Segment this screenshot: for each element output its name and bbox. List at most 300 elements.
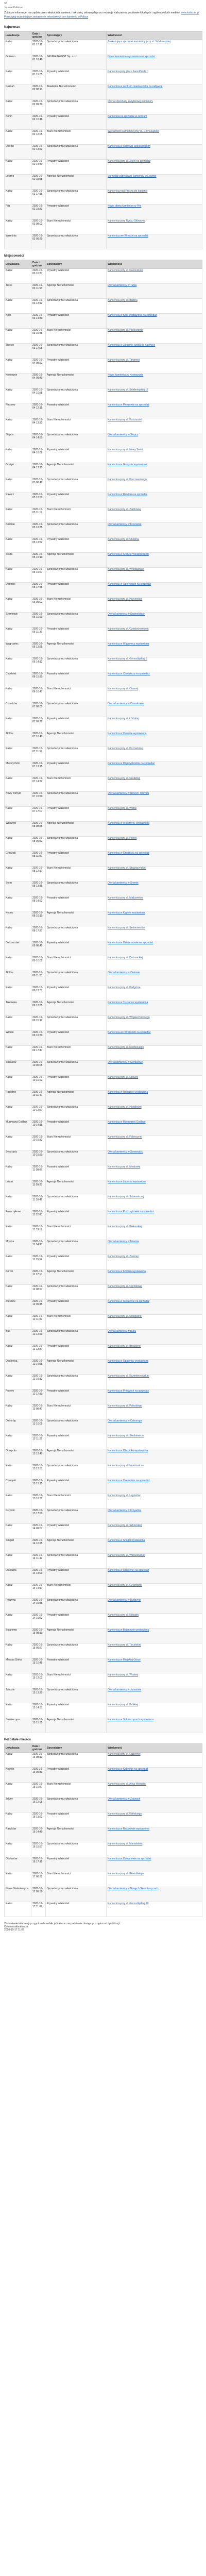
cell-date: 2020-10-08 09:42 xyxy=(31,837,46,852)
column-header-date: Data i godzina xyxy=(31,1744,46,1753)
cell-location: Kalisz xyxy=(5,269,31,284)
cell-date: 2020-10-14 11:42 xyxy=(31,1554,46,1569)
cell-date: 2020-10-16 12:05 xyxy=(31,1798,46,1812)
cell-location: Kalisz xyxy=(5,1643,31,1658)
cell-news-link[interactable]: Kamienica w Kole wystawiona na sprzedaż xyxy=(107,314,202,329)
cell-seller: Prywatny właściciel xyxy=(46,762,107,777)
table-row xyxy=(5,568,202,583)
cell-seller: Prywatny właściciel xyxy=(46,1076,107,1091)
cell-location: Rawicz xyxy=(5,493,31,508)
cell-location: Swarzędz xyxy=(5,1150,31,1165)
cell-date: 2020-10-15 15:55 xyxy=(31,1718,46,1733)
table-row xyxy=(5,1285,202,1300)
cell-seller: Prywatny właściciel xyxy=(46,628,107,642)
cell-news-link[interactable]: Kamienica przy ul. Lipowej xyxy=(107,1076,202,1091)
cell-date: 2020-10-09 08:45 xyxy=(31,941,46,956)
cell-news-link[interactable]: Oferta kamienicy w Nowych Skalmierzycach xyxy=(107,1887,202,1902)
cell-date: 2020-10-14 09:07 xyxy=(31,1524,46,1539)
cell-news-link[interactable]: Oferta kamienicy w Słupcy xyxy=(107,433,202,448)
cell-news-link[interactable]: Kamienica przy ul. Widok xyxy=(107,807,202,822)
cell-location: Kalisz xyxy=(5,359,31,374)
cell-location: Kalisz xyxy=(5,1076,31,1091)
cell-news-link[interactable]: Kamienica przy ul. Górnośląskiej 20 xyxy=(107,1902,202,1917)
cell-news-link[interactable]: Kamienica w Kępnie wystawiona xyxy=(107,911,202,926)
cell-news-link[interactable]: Kamienica przy ul. Górnośląskiej 5 xyxy=(107,657,202,672)
cell-location: Środa xyxy=(5,553,31,568)
cell-news-link[interactable]: Oferta kamienicy w Mosinie xyxy=(107,1240,202,1255)
cell-news-link[interactable]: Nowa oferta kamienicy w Pile xyxy=(107,205,202,219)
cell-news-link[interactable]: Kamienica w Sulmierzycach wystawiona xyxy=(107,1718,202,1733)
cell-news-link[interactable]: Kamienica przy ul. Mostowej xyxy=(107,1165,202,1180)
cell-seller: Agencja Nieruchomości xyxy=(46,1718,107,1733)
cell-location: Kalisz xyxy=(5,867,31,882)
cell-seller: Prywatny właściciel xyxy=(46,1255,107,1270)
cell-news-link[interactable]: Kamienica w Wolsztynie wystawiona xyxy=(107,822,202,837)
cell-news-link[interactable]: Oferta kamienicy w Kościanie xyxy=(107,523,202,538)
cell-news-link[interactable]: Kamienica w centrum miasta czeka na nabywcę xyxy=(107,85,202,100)
cell-date: 2020-10-07 15:50 xyxy=(31,792,46,807)
cell-location: Kalisz xyxy=(5,219,31,234)
cell-news-link[interactable]: Oferta kamienicy w Turku xyxy=(107,284,202,299)
cell-date: 2020-10-07 09:22 xyxy=(31,717,46,732)
cell-seller: Prywatny właściciel xyxy=(46,1902,107,1917)
cell-location: Kalisz xyxy=(5,1315,31,1330)
cell-news-link[interactable]: Kamienica przy ul. Podgórze xyxy=(107,986,202,1001)
cell-news-link[interactable]: Kamienica przy ul. Babina xyxy=(107,299,202,314)
cell-news-link[interactable]: Kamienica przy ul. Parczewskiego xyxy=(107,478,202,493)
cell-news-link[interactable]: Kamienica w Jarocinie czeka na nabywcę xyxy=(107,344,202,359)
table-row xyxy=(5,837,202,852)
cell-date: 2020-10-10 14:15 xyxy=(31,1121,46,1136)
cell-date: 2020-10-12 17:30 xyxy=(31,1389,46,1404)
cell-news-link[interactable]: Kamienica przy ul. Wodnej xyxy=(107,1673,202,1688)
cell-date: 2020-10-10 15:32 xyxy=(31,1136,46,1150)
cell-date: 2020-10-09 17:47 xyxy=(31,1046,46,1061)
cell-news-link[interactable]: Kamienica przy ul. Kordeckiego xyxy=(107,1046,202,1061)
source-link[interactable]: www.kaliszan.pl xyxy=(181,11,199,14)
cell-date: 2020-10-06 09:02 xyxy=(31,598,46,613)
cell-news-link[interactable]: Kamienica przy ul. Serbinowskiej xyxy=(107,926,202,941)
cell-news-link[interactable]: Kamienica przy ul. Złotej na sprzedaż xyxy=(107,160,202,175)
table-row xyxy=(5,1872,202,1887)
cell-news-link[interactable]: Kamienica w Luboniu wystawiona xyxy=(107,1180,202,1195)
cell-news-link[interactable]: Kamienica w Opalenicy wystawiona xyxy=(107,1360,202,1375)
cell-news-link[interactable]: Oferta kamienicy w Jutrosinie xyxy=(107,1688,202,1703)
cell-seller: Prywatny właściciel xyxy=(46,717,107,732)
cell-seller: Sprzedaż przez właściciela xyxy=(46,1798,107,1812)
cell-location: Kalisz xyxy=(5,1195,31,1210)
cell-location: Grodzisk xyxy=(5,852,31,867)
cell-news-link[interactable]: Kamienica w Wągrowcu wystawiona xyxy=(107,642,202,657)
cell-date: 2020-10-06 10:20 xyxy=(31,613,46,628)
cell-seller: Agencja Nieruchomości xyxy=(46,1539,107,1554)
cell-news-link[interactable]: Kamienica w Obornikach na sprzedaż xyxy=(107,583,202,598)
cell-news-link[interactable]: Nowa kamienica wystawiona na sprzedaż xyxy=(107,55,202,70)
cell-news-link[interactable]: Kamienica przy ul. Targowej xyxy=(107,359,202,374)
cell-location: Kalisz xyxy=(5,926,31,941)
cell-news-link[interactable]: Kamienica przy ul. Poznańskiej xyxy=(107,747,202,762)
table-row xyxy=(5,792,202,807)
cell-news-link[interactable]: Kamienica przy ul. Śródmiejskiej 12 xyxy=(107,388,202,403)
table-row xyxy=(5,941,202,956)
cell-news-link[interactable]: Kamienica przy ul. Zamkowej xyxy=(107,508,202,523)
cell-date: 2020-10-03 11:55 xyxy=(31,284,46,299)
cell-location: Luboń xyxy=(5,1180,31,1195)
cell-location: Nowy Tomyśl xyxy=(5,792,31,807)
cell-news-link[interactable]: Kamienica przy ul. Browarnej xyxy=(107,1345,202,1360)
cell-location: Śrem xyxy=(5,882,31,896)
table-row xyxy=(5,70,202,85)
cell-news-link[interactable]: Oferta kamienicy w Sierakowie xyxy=(107,1061,202,1076)
cell-location: Sulmierzyce xyxy=(5,1718,31,1733)
cell-news-link[interactable]: Oferta kamienicy w Czarnkowie xyxy=(107,702,202,717)
footer-line-2: Ostatnia aktualizacja: xyxy=(4,1925,29,1928)
table-row xyxy=(5,478,202,493)
cell-news-link[interactable]: Kamienica przy ul. Nowy Świat xyxy=(107,448,202,463)
cell-date: 2020-10-08 11:00 xyxy=(31,852,46,867)
cell-news-link[interactable]: Kamienica przy ul. Warszawskiej xyxy=(107,1554,202,1569)
cell-news-link[interactable]: Kamienica w Murowanej Goślinie xyxy=(107,1121,202,1136)
table-row xyxy=(5,523,202,538)
cell-news-link[interactable]: Kamienica przy ul. Ogrodowej xyxy=(107,1285,202,1300)
cell-news-link[interactable]: Kamienica w Kórniku wystawiona xyxy=(107,1270,202,1285)
cell-location: Złotów xyxy=(5,971,31,986)
cell-location: Krotoszyn xyxy=(5,374,31,388)
cell-date: 2020-10-12 08:27 xyxy=(31,1285,46,1300)
cell-news-link[interactable]: Kamienica przy ul. Fabrycznej xyxy=(107,1136,202,1150)
cell-seller: Agencja Nieruchomości xyxy=(46,1001,107,1016)
cell-news-link[interactable]: Kamienica przy ul. Harcerskiej xyxy=(107,598,202,613)
cell-news-link[interactable]: Oferta kamienicy w Rydzynie xyxy=(107,1599,202,1614)
cell-seller: Sprzedaż przez właściciela xyxy=(46,1240,107,1255)
cell-location: Międzychód xyxy=(5,762,31,777)
cell-location: Murowana Goślina xyxy=(5,1121,31,1136)
cell-date: 2020-10-06 12:55 xyxy=(31,642,46,657)
cell-news-link[interactable]: Oferta kamienicy w Swarzędzu xyxy=(107,1150,202,1165)
cell-news-link[interactable]: Oferta kamienicy w Złotowie xyxy=(107,971,202,986)
cell-news-link[interactable]: Nowa kamienica w Krotoszynie xyxy=(107,374,202,388)
cell-news-link[interactable]: Kamienica w Złotowie wystawiona xyxy=(107,732,202,747)
cell-news-link[interactable]: Kamienica przy ul. Szklarskiej xyxy=(107,1524,202,1539)
cell-news-link[interactable]: Kamienica we Wronkach na sprzedaż xyxy=(107,1031,202,1046)
cell-location: Kalisz xyxy=(5,687,31,702)
cell-seller: Prywatny właściciel xyxy=(46,1569,107,1584)
cell-news-link[interactable]: Kamienica przy ul. Piłsudskiego xyxy=(107,1872,202,1887)
cell-location: Kalisz xyxy=(5,807,31,822)
cell-news-link[interactable]: Kamienica przy ul. Dobrzeckiej xyxy=(107,956,202,971)
cell-date: 2020-10-02 15:58 xyxy=(31,175,46,190)
section-title-second: Miejscowości xyxy=(4,255,24,258)
cell-seller: Sprzedaż przez właściciela xyxy=(46,388,107,403)
cell-news-link[interactable]: Kamienica w Kobylinie na sprzedaż xyxy=(107,1768,202,1783)
cell-news-link[interactable]: Kamienica przy ul. Sukienniczej xyxy=(107,1195,202,1210)
cell-seller: Prywatny właściciel xyxy=(46,1614,107,1629)
table-row xyxy=(5,115,202,130)
cell-date: 2020-10-07 14:32 xyxy=(31,777,46,792)
cell-date: 2020-10-02 18:33 xyxy=(31,205,46,219)
cell-location: Bojanowo xyxy=(5,1629,31,1643)
table-row xyxy=(5,717,202,732)
cell-news-link[interactable]: Kamienica w Chodzieży na sprzedaż xyxy=(107,672,202,687)
cell-news-link[interactable]: Kamienica przy ul. Kanonickiej xyxy=(107,269,202,284)
cell-news-link[interactable]: Kamienica w Odolanowie na sprzedaż xyxy=(107,1857,202,1872)
cell-news-link[interactable]: Oferta kamienicy w Krzywiniu xyxy=(107,1509,202,1524)
cell-news-link[interactable]: Kamienica w Międzychodzie na sprzedaż xyxy=(107,762,202,777)
cell-location: Kalisz xyxy=(5,1285,31,1300)
cell-news-link[interactable]: Kamienica na sprzedaż w centrum xyxy=(107,115,202,130)
cell-seller: Sprzedaż przez właściciela xyxy=(46,1061,107,1076)
cell-date: 2020-10-09 10:02 xyxy=(31,956,46,971)
cell-seller: Biuro Nieruchomości xyxy=(46,1783,107,1798)
cell-seller: Sprzedaż przez właściciela xyxy=(46,1509,107,1524)
cell-location: Osieczna xyxy=(5,1569,31,1584)
cell-location: Kalisz xyxy=(5,1902,31,1917)
cell-news-link[interactable]: Kamienica przy ul. Kolegialnej xyxy=(107,1315,202,1330)
cell-news-link[interactable]: Kamienica w Grodzisku na sprzedaż xyxy=(107,852,202,867)
cell-location: Oborniki xyxy=(5,583,31,598)
table-row xyxy=(5,1753,202,1768)
cell-location: Gostyń xyxy=(5,463,31,478)
cell-location: Leszno xyxy=(5,175,31,190)
table-row xyxy=(5,1016,202,1031)
cell-news-link[interactable]: Kamienica w Miejskiej Górce xyxy=(107,1658,202,1673)
cell-news-link[interactable]: Kamienica w Stęszewie na sprzedaż xyxy=(107,1300,202,1315)
cell-seller: Sprzedaż przez właściciela xyxy=(46,1330,107,1345)
cell-seller: Sprzedaż przez właściciela xyxy=(46,1016,107,1031)
table-row xyxy=(5,1524,202,1539)
cell-date: 2020-10-04 14:50 xyxy=(31,433,46,448)
table-row xyxy=(5,314,202,329)
cell-news-link[interactable]: Kamienica w Rawiczu na sprzedaż xyxy=(107,493,202,508)
cell-news-link[interactable]: Kamienica przy ul. Kazimierzowskiej xyxy=(107,1375,202,1389)
cell-seller: Biuro Nieruchomości xyxy=(46,508,107,523)
cell-location: Kalisz xyxy=(5,896,31,911)
cell-news-link[interactable]: Kamienica przy ul. Kilińskiego xyxy=(107,1812,202,1827)
cell-date: 2020-10-13 13:57 xyxy=(31,1464,46,1479)
cell-date: 2020-10-10 11:40 xyxy=(31,1091,46,1106)
cell-date: 2020-10-08 14:52 xyxy=(31,896,46,911)
cell-seller: Prywatny właściciel xyxy=(46,1768,107,1783)
cell-news-link[interactable]: Oferta kamienicy w Buku xyxy=(107,1330,202,1345)
cell-news-link[interactable]: Kamienica przy ul. Pułaskiego xyxy=(107,1404,202,1419)
cell-news-link[interactable]: Kamienica przy ul. Mariańskiej xyxy=(107,1842,202,1857)
table-row xyxy=(5,1673,202,1688)
cell-news-link[interactable]: Kamienica przy ul. Polnej xyxy=(107,837,202,852)
table-body-first xyxy=(5,40,202,249)
cell-seller: Biuro Nieruchomości xyxy=(46,1584,107,1599)
cell-news-link[interactable]: Kamienica przy ul. Łaziennej xyxy=(107,1753,202,1768)
cell-seller: Biuro Nieruchomości xyxy=(46,418,107,433)
cell-seller: Prywatny właściciel xyxy=(46,1389,107,1404)
cell-news-link[interactable]: Kamienica w Raszkowie wystawiona xyxy=(107,1827,202,1842)
cell-news-link[interactable]: Kamienica przy ul. Stawiszyńskiej xyxy=(107,867,202,882)
cell-seller: Prywatny właściciel xyxy=(46,1165,107,1180)
cell-location: Kalisz xyxy=(5,1812,31,1827)
cell-news-link[interactable]: Kamienica w Osiecznej na sprzedaż xyxy=(107,1569,202,1584)
cell-seller: Sprzedaż przez właściciela xyxy=(46,344,107,359)
cell-location: Kalisz xyxy=(5,568,31,583)
table-row xyxy=(5,882,202,896)
cell-news-link[interactable]: Kamienica przy ul. Piekarskiej xyxy=(107,1225,202,1240)
cell-seller: Prywatny właściciel xyxy=(46,1434,107,1449)
cell-location: Konin xyxy=(5,115,31,130)
cell-location: Miejska Górka xyxy=(5,1658,31,1673)
cell-seller: Agencja Nieruchomości xyxy=(46,911,107,926)
cell-seller: Prywatny właściciel xyxy=(46,1479,107,1494)
cell-news-link[interactable]: Kamienica w Ostrowie Wielkopolskim xyxy=(107,145,202,160)
cell-news-link[interactable]: Kamienica przy ul. Aleja Wolności xyxy=(107,1783,202,1798)
cell-news-link[interactable]: Kamienica przy ul. Majkowskiej xyxy=(107,896,202,911)
table-row xyxy=(5,219,202,234)
cell-news-link[interactable]: Kamienica w Środzie Wielkopolskiej xyxy=(107,553,202,568)
cell-date: 2020-10-04 12:15 xyxy=(31,403,46,418)
cell-location: Ostrzeszów xyxy=(5,941,31,956)
table-row xyxy=(5,1902,202,1917)
cell-location: Kalisz xyxy=(5,160,31,175)
cell-news-link[interactable]: Oferta sprzedaży zabytkowej kamienicy xyxy=(107,100,202,115)
cell-date: 2020-10-11 12:00 xyxy=(31,1210,46,1225)
cell-seller: Prywatny właściciel xyxy=(46,1703,107,1718)
table-row xyxy=(5,628,202,642)
table-row xyxy=(5,1419,202,1434)
cell-seller: Sprzedaż przez właściciela xyxy=(46,1554,107,1569)
cell-date: 2020-10-06 11:37 xyxy=(31,628,46,642)
cell-date: 2020-10-06 16:47 xyxy=(31,687,46,702)
cell-news-link[interactable]: Kamienica w Trzciance wystawiona xyxy=(107,1001,202,1016)
cell-news-link[interactable]: Kamienica przy ul. Krótkiej xyxy=(107,1703,202,1718)
cell-date: 2020-10-12 11:02 xyxy=(31,1315,46,1330)
cell-news-link[interactable]: Kamienica przy ul. Łódzkiej xyxy=(107,717,202,732)
table-row xyxy=(5,926,202,941)
table-row xyxy=(5,1857,202,1872)
cell-date: 2020-10-08 08:25 xyxy=(31,822,46,837)
cell-news-link[interactable]: Kamienica w Obrzycku wystawiona xyxy=(107,1449,202,1464)
cell-news-link[interactable]: Kamienica w Pleszewie na sprzedaż xyxy=(107,403,202,418)
cell-location: Zduny xyxy=(5,1798,31,1812)
cell-news-link[interactable]: Kamienica przy placu Jana Pawła II xyxy=(107,70,202,85)
cell-seller: Sprzedaż przez właściciela xyxy=(46,657,107,672)
cell-news-link[interactable]: Kamienica przy ul. Toruńskiej xyxy=(107,1643,202,1658)
cell-news-link[interactable]: Kamienica w Puszczykowie na sprzedaż xyxy=(107,1210,202,1225)
table-row xyxy=(5,344,202,359)
cell-news-link[interactable]: Kamienica nad Prosną do kupienia xyxy=(107,190,202,205)
cell-news-link[interactable]: Kamienica w Gostyniu wystawiona xyxy=(107,463,202,478)
cell-news-link[interactable]: Oferta kamienicy w Śremie xyxy=(107,882,202,896)
column-header-date: Data i godzina xyxy=(31,260,46,269)
cell-date: 2020-10-05 08:42 xyxy=(31,478,46,493)
cell-seller: Agencja Nieruchomości xyxy=(46,732,107,747)
cell-news-link[interactable]: Kamienica przy ul. Zielonej xyxy=(107,1255,202,1270)
cell-seller: Prywatny właściciel xyxy=(46,1658,107,1673)
table-row xyxy=(5,40,202,55)
cell-location: Kalisz xyxy=(5,747,31,762)
cell-seller: Sprzedaż przez właściciela xyxy=(46,747,107,762)
cell-seller: Sprzedaż przez właściciela xyxy=(46,523,107,538)
cell-seller: Prywatny właściciel xyxy=(46,1121,107,1136)
cell-seller: Sprzedaż przez właściciela xyxy=(46,1285,107,1300)
cell-news-link[interactable]: Kamienica w Ostrzeszowie na sprzedaż xyxy=(107,941,202,956)
cell-news-link[interactable]: Kamienica przy Rynku Głównym xyxy=(107,219,202,234)
cell-news-link[interactable]: Kamienica przy ul. Handlowej xyxy=(107,1106,202,1121)
cell-news-link[interactable]: Kamienica przy ul. Chopina xyxy=(107,538,202,553)
column-header-seller: Sprzedający xyxy=(46,260,107,269)
cell-seller: Prywatny właściciel xyxy=(46,1031,107,1046)
previous-summary-link[interactable]: Przeczytaj wcześniejsze zestawienie rekordowych cen kamienic w Polsce xyxy=(4,15,89,19)
table-row xyxy=(5,448,202,463)
cell-news-link[interactable]: Kamienica przy ul. Niecałej xyxy=(107,1614,202,1629)
cell-date: 2020-10-02 09:30 xyxy=(31,100,46,115)
cell-news-link[interactable]: Kamienica przy ul. Kościuszki xyxy=(107,418,202,433)
table-row xyxy=(5,822,202,837)
cell-news-link[interactable]: Kamienica w Pniewach na sprzedaż xyxy=(107,1389,202,1404)
table-row xyxy=(5,1091,202,1106)
cell-news-link[interactable]: Oferta kamienicy w Ostrorogu xyxy=(107,1419,202,1434)
cell-location: Pniewy xyxy=(5,1389,31,1404)
cell-news-link[interactable]: Kamienica przy ul. Narutowicza xyxy=(107,1464,202,1479)
cell-date: 2020-10-16 14:40 xyxy=(31,1827,46,1842)
cell-location: Kalisz xyxy=(5,1673,31,1688)
cell-news-link[interactable]: Kamienica przy ul. Wojska Polskiego xyxy=(107,1016,202,1031)
cell-date: 2020-10-09 11:20 xyxy=(31,971,46,986)
cell-location: Kalisz xyxy=(5,190,31,205)
cell-news-link[interactable]: Kamienica przy ul. Wrocławskiej xyxy=(107,568,202,583)
cell-news-link[interactable]: Zaskakująca sprzedaż kamienicy przy ul. Śródmiejskiej xyxy=(107,40,202,55)
table-row xyxy=(5,299,202,314)
cell-date: 2020-10-10 16:50 xyxy=(31,1150,46,1165)
cell-seller: Sprzedaż przez właściciela xyxy=(46,1643,107,1658)
cell-news-link[interactable]: Kamienica w Bojanowie wystawiona xyxy=(107,1629,202,1643)
cell-news-link[interactable]: Kamienica w Czempiniu na sprzedaż xyxy=(107,1479,202,1494)
cell-news-link[interactable]: Kamienica przy ul. Rzeźniczej xyxy=(107,1584,202,1599)
cell-news-link[interactable]: Oferta kamienicy w Szamotułach xyxy=(107,613,202,628)
cell-location: Chodzież xyxy=(5,672,31,687)
table-row xyxy=(5,956,202,971)
cell-date: 2020-10-10 10:22 xyxy=(31,1076,46,1091)
cell-news-link[interactable]: Oferta kamienicy w Zdunach xyxy=(107,1798,202,1812)
cell-location: Kępno xyxy=(5,911,31,926)
cell-location: Odolanów xyxy=(5,1857,31,1872)
cell-date: 2020-10-13 08:47 xyxy=(31,1404,46,1419)
cell-news-link[interactable]: Kamienica przy ul. Piskorzewie xyxy=(107,329,202,344)
cell-date: 2020-10-13 16:32 xyxy=(31,1494,46,1509)
cell-location: Kalisz xyxy=(5,1434,31,1449)
cell-seller: Sprzedaż przez właściciela xyxy=(46,1106,107,1121)
cell-news-link[interactable]: Kamienica przy ul. Grodzkiej xyxy=(107,777,202,792)
cell-date: 2020-10-13 12:40 xyxy=(31,1449,46,1464)
cell-news-link[interactable]: Oferta kamienicy w Nowym Tomyślu xyxy=(107,792,202,807)
cell-news-link[interactable]: Kamienica w Śmiglu wystawiona xyxy=(107,1539,202,1554)
cell-seller: Prywatny właściciel xyxy=(46,538,107,553)
cell-news-link[interactable]: Wystawiono kamienicę przy ul. Górnośląskiej xyxy=(107,130,202,145)
cell-news-link[interactable]: Kamienica we Wrześni na sprzedaż xyxy=(107,234,202,249)
cell-news-link[interactable]: Kamienica przy ul. Częstochowskiej xyxy=(107,628,202,642)
table-row xyxy=(5,1539,202,1554)
cell-news-link[interactable]: Kamienica przy ul. Legionów xyxy=(107,1494,202,1509)
table-row xyxy=(5,583,202,598)
table-row xyxy=(5,1494,202,1509)
cell-news-link[interactable]: Kamienica przy ul. Sienkiewicza xyxy=(107,1434,202,1449)
cell-seller: Biuro Nieruchomości xyxy=(46,1872,107,1887)
cell-news-link[interactable]: Sprzedaż zabytkowej kamienicy w Lesznie xyxy=(107,175,202,190)
column-header-date: Data i godzina xyxy=(31,31,46,40)
cell-news-link[interactable]: Kamienica w Rogoźnie wystawiona xyxy=(107,1091,202,1106)
cell-seller: Sprzedaż przez właściciela xyxy=(46,478,107,493)
cell-seller: Sprzedaż przez właściciela xyxy=(46,971,107,986)
cell-news-link[interactable]: Kamienica przy ul. Ciasnej xyxy=(107,687,202,702)
cell-date: 2020-10-05 12:35 xyxy=(31,523,46,538)
table-row xyxy=(5,1812,202,1827)
cell-date: 2020-10-03 17:05 xyxy=(31,344,46,359)
